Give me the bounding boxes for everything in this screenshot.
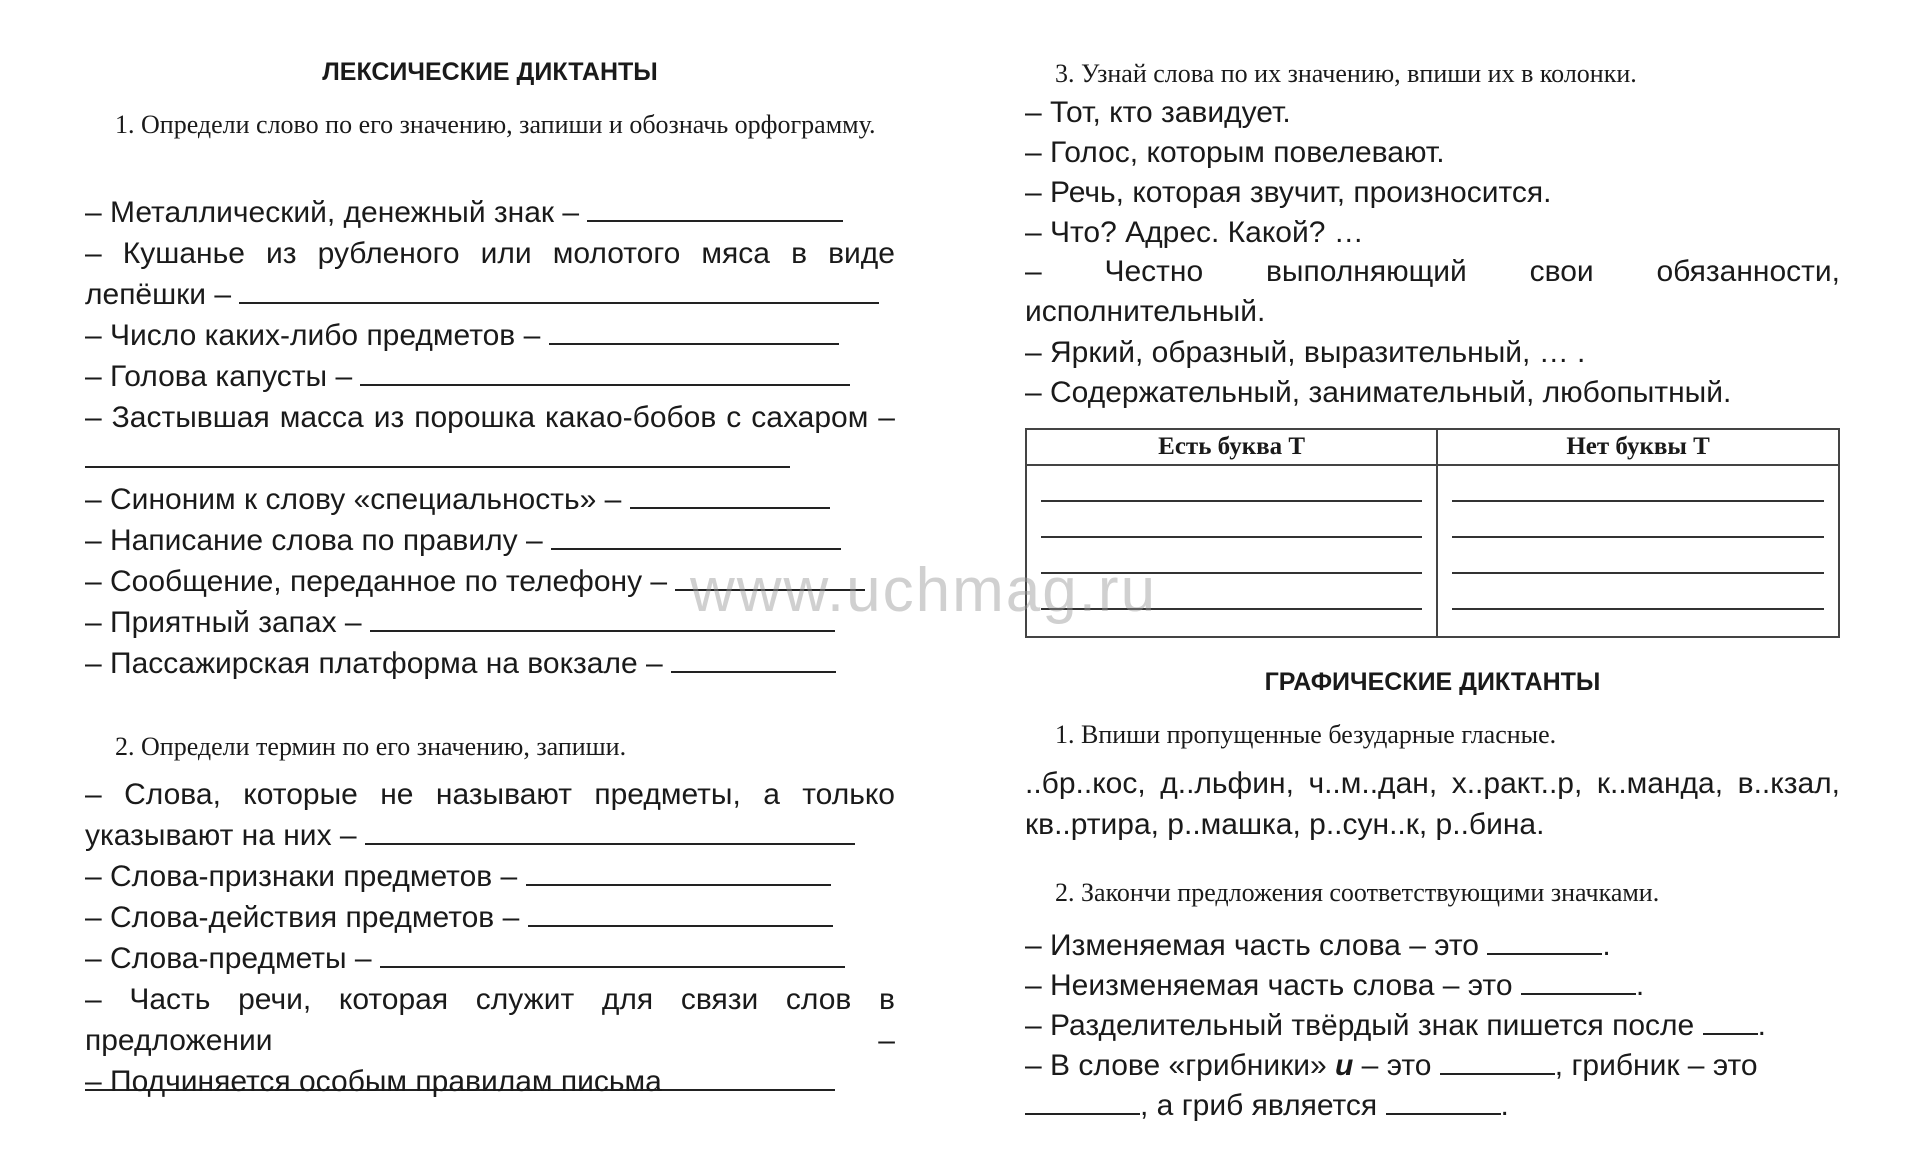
task2-item-4: – Слова-предметы – (85, 938, 895, 979)
g-task1-words: ..бр..кос, д..льфин, ч..м..дан, х..ракт..р, к..манда, в..кзал, кв..ртира, р..машка, р..сун..к, р..бина. (1025, 767, 1840, 841)
task3-item-6: – Яркий, образный, выразительный, … . (1025, 336, 1586, 369)
task3-item-5: – Честно выполняющий свои обязанности, исполнительный. (1025, 255, 1840, 328)
task1-item-9: – Приятный запах – (85, 602, 895, 643)
task3-item-7: – Содержательный, занимательный, любопытный. (1025, 376, 1732, 409)
g-task2-item-4-cont: , а гриб является . (1025, 1085, 1840, 1126)
task3-instruction: 3. Узнай слова по их значению, впиши их в колонки. (1055, 59, 1637, 88)
g-task2-item-1: – Изменяемая часть слова – это . (1025, 929, 1611, 962)
g-task2-item-4: – В слове «грибники» и – это , грибник – это (1025, 1049, 1758, 1082)
g-task2-item-2: – Неизменяемая часть слова – это . (1025, 969, 1645, 1002)
g-task2-item-3: – Разделительный твёрдый знак пишется после . (1025, 1009, 1766, 1042)
task2-item-6: – Подчиняется особым правилам письма (85, 1061, 895, 1102)
task1-item-10: – Пассажирская платформа на вокзале – (85, 643, 895, 684)
lexical-dictation-heading: ЛЕКСИЧЕСКИЕ ДИКТАНТЫ (322, 58, 658, 86)
task3-item-2: – Голос, которым повелевают. (1025, 136, 1445, 169)
task2-item-3: – Слова-действия предметов – (85, 897, 895, 938)
task1-item-1: – Металлический, денежный знак – (85, 192, 895, 233)
task2-item-1: – Слова, которые не называют предметы, а только указывают на них – (85, 778, 895, 852)
task3-item-1: – Тот, кто завидует. (1025, 96, 1291, 129)
g-task1-instruction: 1. Впиши пропущенные безударные гласные. (1055, 720, 1557, 749)
table-header-has-t: Есть буква Т (1026, 429, 1437, 465)
graphic-dictation-heading: ГРАФИЧЕСКИЕ ДИКТАНТЫ (1264, 668, 1601, 696)
task1-item-3: – Число каких-либо предметов – (85, 315, 895, 356)
task1-item-2: – Кушанье из рубленого или молотого мяса в виде лепёшки – (85, 237, 895, 311)
watermark: www.uchmag.ru (690, 556, 1158, 625)
g-task2-instruction: 2. Закончи предложения соответствующими значками. (1055, 878, 1660, 907)
task1-instruction: 1. Определи слово по его значению, запиши и обозначь орфограмму. (115, 110, 876, 139)
task2-item-2: – Слова-признаки предметов – (85, 856, 895, 897)
task3-item-3: – Речь, которая звучит, произносится. (1025, 176, 1552, 209)
task1-item-6: – Синоним к слову «специальность» – (85, 479, 895, 520)
task1-item-8: – Сообщение, переданное по телефону – (85, 561, 895, 602)
task2-instruction: 2. Определи термин по его значению, запиши. (115, 732, 627, 761)
task1-item-4: – Голова капусты – (85, 356, 895, 397)
task1-item-7: – Написание слова по правилу – (85, 520, 895, 561)
table-column-no-t (1437, 465, 1839, 637)
task3-item-4: – Что? Адрес. Какой? … (1025, 216, 1364, 249)
task2-item-5: – Часть речи, которая служит для связи слов в предложении – (85, 979, 895, 1102)
task1-item-5: – Застывшая масса из порошка какао-бобов с сахаром – (85, 397, 895, 479)
table-header-no-t: Нет буквы Т (1437, 429, 1839, 465)
